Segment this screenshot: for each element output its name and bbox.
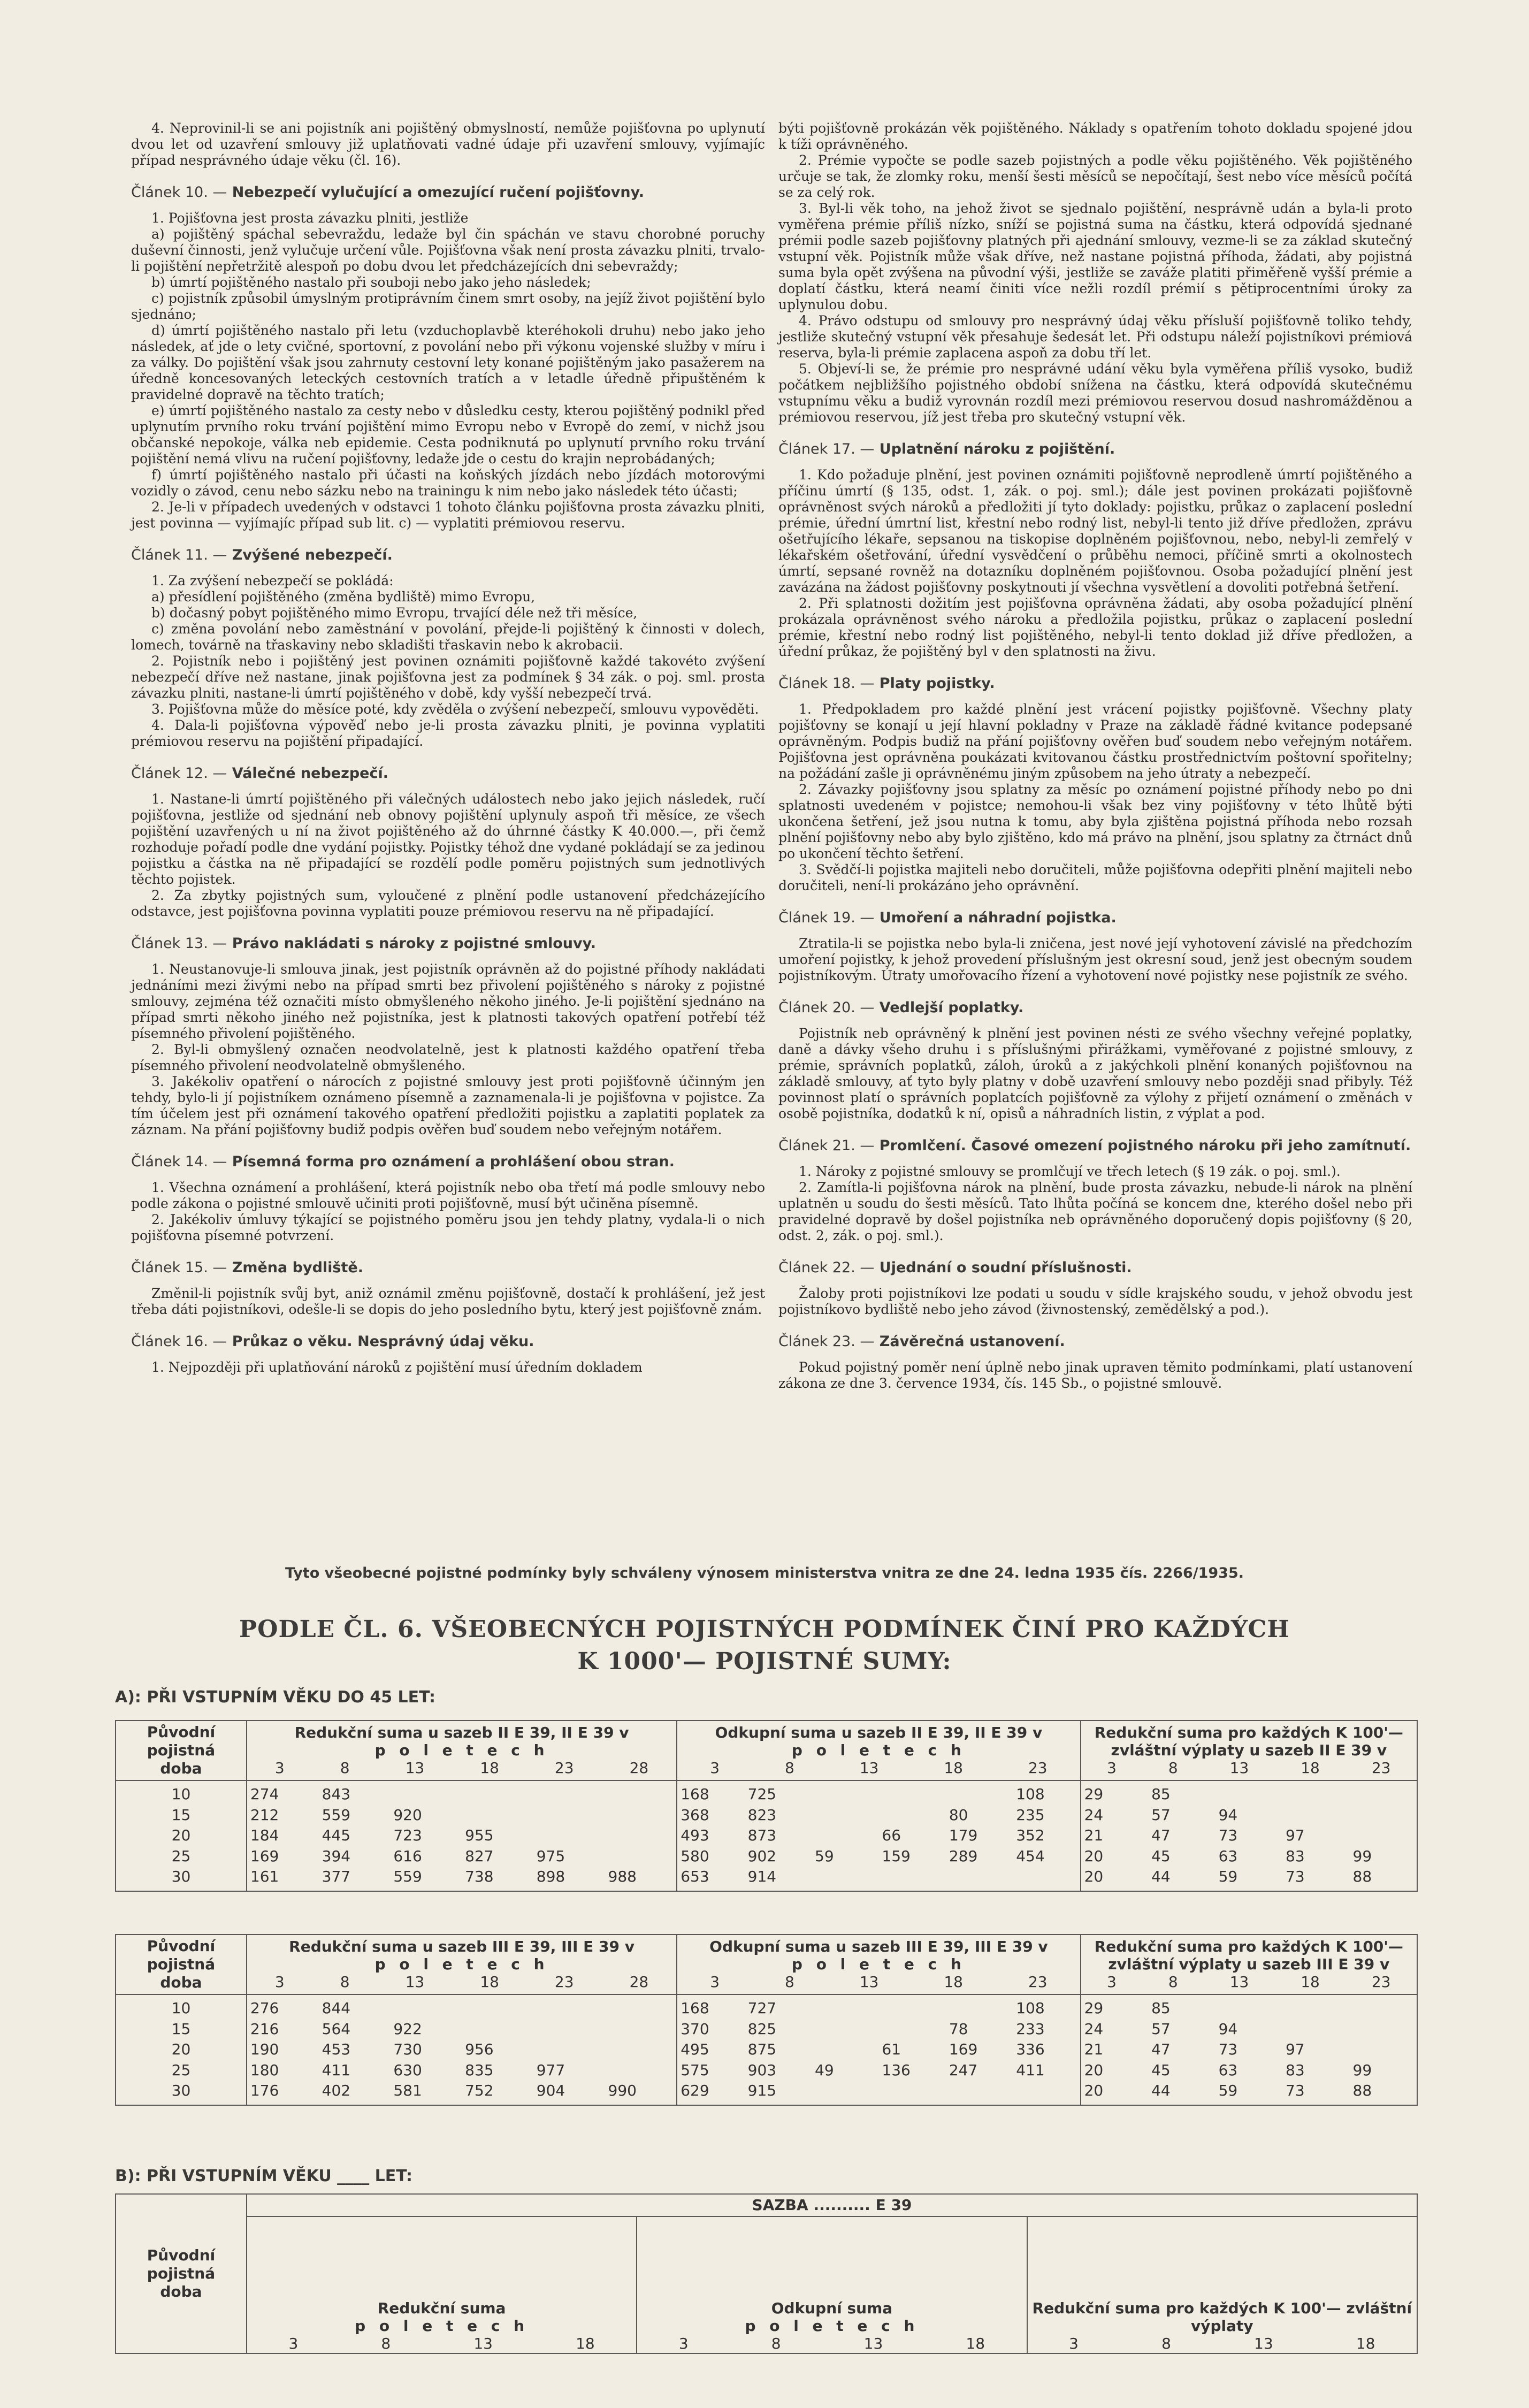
table-cell: 233 — [1016, 2020, 1045, 2038]
paragraph: c) pojistník způsobil úmyslným protiprávním činem smrt osoby, na jejíž život pojištění bylo sjednáno; — [131, 291, 765, 322]
table-cell: 73 — [1218, 2040, 1238, 2058]
table-cell: 176 — [250, 2082, 279, 2099]
special-payout-values — [1081, 1780, 1417, 1891]
table-cell: 63 — [1218, 1847, 1238, 1865]
table-cell: 80 — [949, 1806, 968, 1824]
table-title-line-1: PODLE ČL. 6. VŠEOBECNÝCH POJISTNÝCH PODMÍNEK ČINÍ PRO KAŽDÝCH — [239, 1616, 1290, 1643]
table-cell: 990 — [608, 2082, 637, 2099]
table-cell — [812, 1998, 878, 2019]
table-cell — [812, 2019, 878, 2040]
table-cell: 24 — [1084, 2020, 1104, 2038]
paragraph: Ztratila-li se pojistka nebo byla-li zničena, jest nové její vyhotovení závislé na předchozím umoření pojistky, k jehož provedení příslušným jest okresní soud, jenž jest obecným soudem pojistníkovým. Útraty umořovacího řízení a vyhotovení nové pojistky nese pojistník ze svého. — [778, 936, 1412, 983]
table-cell: 955 — [465, 1826, 494, 1844]
table-cell: 564 — [322, 2020, 351, 2038]
paragraph: 1. Kdo požaduje plnění, jest povinen oznámiti pojišťovně neprodleně úmrtí pojištěného a příčinu úmrtí (§ 135, odst. 1, zák. o poj. sml.); dále jest povinen prokázati pojišťovně oprávněnost svých nároků a předložiti jí tyto doklady: pojistku, průkaz o zaplacení poslední prémie, úřední úmrtní list, křestní nebo rodný list, nebyl-li tento již dříve předložen, zprávu ošetřujícího lékaře, sepsanou na tiskopise doplněném pojišťovnou, nebo, nebyl-li zemřelý v lékařském ošetřování, úřední vysvědčení o průběhu nemoci, příčině smrti a okolnostech úmrtí, sepsané rovněž na dotazníku doplněném pojišťovnou. Osoba požadující plnění jest zavázána na žádost pojišťovny poskytnouti jí všechna vysvětlení a dovoliti potřebná šetření. — [778, 467, 1412, 595]
table-cell: 216 — [250, 2020, 279, 2038]
paragraph: 2. Je-li v případech uvedených v odstavci 1 tohoto článku pojišťovna prosta závazku plniti, jest povinna — vyjímajíc případ sub lit. c) — vyplatiti prémiovou reservu. — [131, 499, 765, 531]
table-cell — [878, 1784, 945, 1805]
table-cell: 168 — [681, 1785, 709, 1803]
table-cell: 493 — [681, 1826, 709, 1844]
age-value: 10 — [171, 1999, 191, 2017]
table-cell: 169 — [949, 2040, 978, 2058]
table-cell: 580 — [681, 1847, 709, 1865]
table-cell: 57 — [1151, 2020, 1171, 2038]
paragraph: 3. Byl-li věk toho, na jehož život se sjednalo pojištění, nesprávně udán a byla-li proto vyměřena prémie příliš nízko, sníží se pojistná suma na částku, která odpovídá sjednané prémii podle sazeb pojišťovny platných při ajednání smlouvy, vezme-li se za základ skutečný vstupní věk. Pojistník může však dříve, než nastane pojistná příhoda, žádati, aby pojistná suma byla opět zvýšena na původní výši, jestliže se zaváže platiti přiměřeně vyšší prémie a doplatí částku, která neamí činiti více nežli rozdíl prémií s pětiprocentními úroky za uplynulou dobu. — [778, 201, 1412, 312]
table-cell: 59 — [1218, 1868, 1238, 1885]
paragraph: f) úmrtí pojištěného nastalo při účasti na koňských jízdách nebo jízdách motorovými vozidly o závod, cenu nebo sázku nebo na trainingu k nim nebo jako následek této účasti; — [131, 467, 765, 499]
article-title: Ujednání o soudní příslušnosti. — [879, 1259, 1132, 1276]
table-cell: 169 — [250, 1847, 279, 1865]
table-cell: 370 — [681, 2020, 709, 2038]
paragraph: e) úmrtí pojištěného nastalo za cesty nebo v důsledku cesty, kterou pojištěný podnikl před uplynutím prvního roku trvání pojištění mimo Evropu nebo v Evropě do zemí, v nichž jsou občanské nepokoje, válka neb epidemie. Cesta podniknutá po uplynutí prvního roku trvání pojištění nemá vlivu na ručení pojišťovny, ledaže jde o cestu do krajin neprobádaných; — [131, 403, 765, 467]
table-cell: 823 — [747, 1806, 777, 1824]
table-cell: 78 — [949, 2020, 968, 2038]
age-value: 20 — [171, 1826, 191, 1844]
table-cell: 738 — [465, 1868, 494, 1885]
paragraph: 1. Neustanovuje-li smlouva jinak, jest pojistník oprávněn až do pojistné příhody nakládati jednáními mezi živými nebo na případ smrti bez přivolení pojištěného s nároky z pojistné smlouvy, zejména též označiti místo obmyšleného někoho jiného. Je-li pojištění sjednáno na případ smrti někoho jiného než pojistníka, jest k platnosti takových opatření potřebí též písemného přivolení pojištěného. — [131, 961, 765, 1041]
table-cell: 59 — [815, 1847, 834, 1865]
article-title: Uplatnění nároku z pojištění. — [879, 441, 1115, 457]
paragraph: 1. Předpokladem pro každé plnění jest vrácení pojistky pojišťovně. Všechny platy pojišťovny se konají u její hlavní pokladny v Praze na základě řádné kvitance podepsané oprávněným. Podpis budiž na přání pojišťovny ověřen buď soudem nebo veřejným notářem. Pojišťovna jest oprávněna poukázati kvitovanou částku prostřednictvím poštovní spořitelny; na požádání zašle ji oprávněnému jiným způsobem na jeho útraty a nebezpečí. — [778, 701, 1412, 781]
table-cell: 411 — [1016, 2061, 1045, 2079]
table-cell — [812, 1784, 878, 1805]
surrender-header: Odkupní suma u sazeb III E 39, III E 39 v p o l e t e c h 3 8 13 18 23 — [677, 1935, 1080, 1994]
table-cell — [1350, 1998, 1417, 2019]
section-a-label: A): PŘI VSTUPNÍM VĚKU DO 45 LET: — [115, 1688, 435, 1707]
table-cell — [605, 2019, 677, 2040]
article-title: Válečné nebezpečí. — [232, 765, 388, 782]
table-cell: 21 — [1084, 2040, 1104, 2058]
article-title: Průkaz o věku. Nesprávný údaj věku. — [232, 1333, 534, 1350]
paragraph: a) přesídlení pojištěného (změna bydliště) mimo Evropu, — [151, 589, 536, 605]
special-payout-header: Redukční suma pro každých K 100'— zvláštní výplaty u sazeb II E 39 v 3 8 13 18 23 — [1081, 1721, 1417, 1780]
table-cell: 336 — [1016, 2040, 1045, 2058]
age-header: Původní pojistná doba — [116, 1935, 247, 1994]
table-cell: 873 — [747, 1826, 777, 1844]
paragraph: 2. Závazky pojišťovny jsou splatny za měsíc po oznámení pojistné příhody nebo po dni splatnosti uvedeném v pojistce; nemohou-li však bez viny pojišťovny v této lhůtě býti ukončena šetření, jež jsou nutna k tomu, aby byla zjištěna pojistná příhoda nebo rozsah plnění pojišťovny nebo aby bylo zjištěno, kdo má právo na plnění, jsou splatny za čtrnáct dnů po ukončení těchto šetření. — [778, 782, 1412, 861]
table-cell: 844 — [322, 1999, 351, 2017]
article-title: Právo nakládati s nároky z pojistné smlouvy. — [232, 935, 596, 952]
table-cell: 629 — [681, 2082, 709, 2099]
article-number: Článek 12. — — [131, 765, 227, 782]
table-cell: 212 — [250, 1806, 279, 1824]
table-cell: 752 — [465, 2082, 494, 2099]
special-payout-header: Redukční suma pro každých K 100'— zvláštní výplaty u sazeb III E 39 v 3 8 13 18 23 — [1081, 1935, 1417, 1994]
article-title: Platy pojistky. — [879, 675, 995, 692]
table-cell: 725 — [747, 1785, 777, 1803]
table-cell: 88 — [1352, 2082, 1372, 2099]
paragraph: 3. Pojišťovna může do měsíce poté, kdy zvěděla o zvýšení nebezpečí, smlouvu vypověděti. — [151, 701, 759, 717]
table-cell: 49 — [815, 2061, 834, 2079]
table-cell — [605, 2039, 677, 2060]
paragraph: 2. Prémie vypočte se podle sazeb pojistných a podle věku pojištěného. Věk pojištěného určuje se tak, že zlomky roku, menší šesti měsíců se nepočítají, šest nebo více měsíců počítá se za celý rok. — [778, 152, 1412, 200]
article-number: Článek 21. — — [778, 1137, 875, 1154]
table-cell — [1350, 1825, 1417, 1846]
table-cell: 827 — [465, 1847, 494, 1865]
table-cell: 956 — [465, 2040, 494, 2058]
paragraph: 5. Objeví-li se, že prémie pro nesprávné udání věku byla vyměřena příliš vysoko, budiž počátkem nejbližšího pojistného období snížena na částku, která odpovídá skutečnému vstupnímu věku a budiž vyrovnán rozdíl mezi prémiovou reservou dosud nashromážděnou a prémiovou reservou, jíž jest třeba pro skutečný vstupní věk. — [778, 361, 1412, 425]
reduction-values — [247, 1780, 677, 1891]
table-cell — [1350, 2019, 1417, 2040]
rate-header: SAZBA .......... E 39 — [247, 2194, 1417, 2216]
left-text-column — [131, 120, 765, 1375]
special-payout-header: Redukční suma pro každých K 100'— zvláštní výplaty 3 8 13 18 — [1027, 2216, 1417, 2353]
table-cell — [533, 1825, 605, 1846]
table-cell: 85 — [1151, 1999, 1171, 2017]
table-cell: 495 — [681, 2040, 709, 2058]
table-cell: 988 — [608, 1868, 637, 1885]
age-value: 25 — [171, 2061, 191, 2079]
table-cell — [390, 1784, 462, 1805]
table-cell: 377 — [322, 1868, 351, 1885]
surrender-values — [677, 1994, 1080, 2105]
surrender-header: Odkupní suma p o l e t e c h 3 8 13 18 — [637, 2216, 1027, 2353]
approval-note: Tyto všeobecné pojistné podmínky byly schváleny výnosem ministerstva vnitra ze dne 24. ledna 1935 čís. 2266/1935. — [285, 1565, 1244, 1581]
reduction-header: Redukční suma u sazeb II E 39, II E 39 v p o l e t e c h 3 8 13 18 23 28 — [247, 1721, 677, 1780]
article-number: Článek 22. — — [778, 1259, 875, 1276]
article-number: Článek 18. — — [778, 675, 875, 692]
table-cell: 24 — [1084, 1806, 1104, 1824]
paragraph: 2. Zamítla-li pojišťovna nárok na plnění, bude prosta závazku, nebude-li nárok na plnění uplatněn u soudu do šesti měsíců. Tato lhůta počíná se koncem dne, kterého došel nebo při pravidelné dopravě by došel pojistníka neb oprávněného doporučený dopis pojišťovny (§ 20, odst. 2, zák. o poj. sml.). — [778, 1180, 1412, 1243]
article-heading — [131, 765, 765, 783]
table-cell: 394 — [322, 1847, 351, 1865]
table-cell: 898 — [536, 1868, 565, 1885]
age-column — [116, 1994, 247, 2105]
table-cell: 179 — [949, 1826, 978, 1844]
table-cell: 99 — [1352, 1847, 1372, 1865]
year-headers: 3 8 13 18 — [288, 2335, 595, 2352]
table-cell: 108 — [1016, 1785, 1045, 1803]
paragraph: c) změna povolání nebo zaměstnání v povolání, přejde-li pojištěný k činnosti v dolech, lomech, továrně na třaskaviny nebo skladišti třaskavin nebo k akrobacii. — [131, 621, 765, 653]
paragraph: 1. Nároky z pojistné smlouvy se promlčují ve třech letech (§ 19 zák. o poj. sml.). — [799, 1164, 1341, 1179]
table-cell — [533, 1784, 605, 1805]
table-cell: 73 — [1286, 2082, 1305, 2099]
table-cell: 247 — [949, 2061, 978, 2079]
reduction-header: Redukční suma u sazeb III E 39, III E 39 v p o l e t e c h 3 8 13 18 23 28 — [247, 1935, 677, 1994]
section-b-label: B): PŘI VSTUPNÍM VĚKU ____ LET: — [115, 2167, 413, 2185]
table-cell: 20 — [1084, 1868, 1104, 1885]
table-cell: 44 — [1151, 2082, 1171, 2099]
right-text-column — [778, 120, 1412, 1392]
article-number: Článek 23. — — [778, 1333, 875, 1350]
age-value: 25 — [171, 1847, 191, 1865]
paragraph: 2. Za zbytky pojistných sum, vyloučené z plnění podle ustanovení předcházejícího odstavce, jest pojišťovna povinna vyplatiti pouze prémiovou reservu na ně připadající. — [131, 888, 765, 919]
article-number: Článek 13. — — [131, 935, 227, 952]
table-cell: 45 — [1151, 2061, 1171, 2079]
article-title: Písemná forma pro oznámení a prohlášení obou stran. — [232, 1153, 675, 1170]
table-cell: 368 — [681, 1806, 709, 1824]
article-heading — [131, 1259, 765, 1277]
table-cell: 915 — [747, 2082, 777, 2099]
article-number: Článek 11. — — [131, 547, 227, 563]
table-cell: 83 — [1286, 1847, 1305, 1865]
article-heading — [131, 1333, 765, 1351]
table-cell — [1282, 2019, 1349, 2040]
age-value: 20 — [171, 2040, 191, 2058]
reduction-header: Redukční suma p o l e t e c h 3 8 13 18 — [247, 2216, 637, 2353]
table-cell: 85 — [1151, 1785, 1171, 1803]
table-cell: 411 — [322, 2061, 351, 2079]
table-a-series-iii — [115, 1934, 1418, 2106]
table-cell — [605, 2060, 677, 2081]
table-cell — [533, 2039, 605, 2060]
table-cell: 274 — [250, 1785, 279, 1803]
table-cell — [462, 1805, 533, 1826]
table-cell: 616 — [393, 1847, 422, 1865]
table-cell: 190 — [250, 2040, 279, 2058]
table-cell: 352 — [1016, 1826, 1045, 1844]
table-cell — [1350, 1805, 1417, 1826]
article-number: Článek 20. — — [778, 999, 875, 1016]
age-value: 30 — [171, 2082, 191, 2099]
table-cell: 94 — [1218, 1806, 1238, 1824]
paragraph: Pojistník neb oprávněný k plnění jest povinen nésti ze svého všechny veřejné poplatky, daně a dávky všeho druhu i s příslušnými přirážkami, vyměřované z pojistné smlouvy, z prémie, správních poplatků, záloh, úroků a z jakýchkoli plnění konaných pojišťovnou na základě smlouvy, ať tyto byly platny v době uzavření smlouvy nebo později snad přibyly. Též povinnost platí o správních poplatcích pojišťovně za výlohy z přijetí oznámení o změnách v osobě pojistníka, dodatků k ní, opisů a náhradních listin, z výplat a pod. — [778, 1026, 1412, 1121]
table-cell: 559 — [393, 1868, 422, 1885]
table-cell — [878, 1805, 945, 1826]
article-title: Promlčení. Časové omezení pojistného nároku při jeho zamítnutí. — [879, 1137, 1411, 1154]
age-header: Původní pojistná doba — [116, 2194, 247, 2353]
table-cell: 63 — [1218, 2061, 1238, 2079]
age-column — [116, 1780, 247, 1891]
year-headers: 3 8 13 18 23 — [1107, 1973, 1391, 1991]
paragraph: 4. Dala-li pojišťovna výpověď nebo je-li prosta závazku plniti, je povinna vyplatiti prémiovou reservu na pojištění připadající. — [131, 717, 765, 749]
paragraph: 4. Neprovinil-li se ani pojistník ani pojištěný obmyslností, nemůže pojišťovna po uplynutí dvou let od uzavření smlouvy již uplatňovati vadné údaje při uzavření smlouvy, vyjímajíc případ nesprávného údaje věku (čl. 16). — [131, 120, 765, 168]
article-heading — [778, 1333, 1412, 1351]
paragraph: 3. Svědčí-li pojistka majiteli nebo doručiteli, může pojišťovna odepřiti plnění majiteli nebo doručiteli, není-li prokázáno jeho oprávnění. — [778, 862, 1412, 893]
table-cell: 977 — [536, 2061, 565, 2079]
table-cell: 653 — [681, 1868, 709, 1885]
table-cell: 903 — [747, 2061, 777, 2079]
article-heading — [131, 546, 765, 564]
table-cell: 57 — [1151, 1806, 1171, 1824]
table-cell — [878, 2019, 945, 2040]
article-title: Vedlejší poplatky. — [879, 999, 1024, 1016]
table-cell: 975 — [536, 1847, 565, 1865]
paragraph: b) úmrtí pojištěného nastalo při souboji nebo jako jeho následek; — [151, 274, 591, 290]
reduction-values — [247, 1994, 677, 2105]
article-heading — [131, 184, 765, 202]
table-cell — [1282, 1998, 1349, 2019]
article-heading — [131, 1153, 765, 1171]
table-cell — [946, 1784, 1013, 1805]
article-title: Umoření a náhradní pojistka. — [879, 909, 1117, 926]
paragraph: a) pojištěný spáchal sebevraždu, ledaže byl čin spáchán ve stavu chorobné poruchy duševní činnosti, jenž vylučuje určení vůle. Pojišťovna však není prosta závazku plniti, trvalo-li pojištění nepřetržitě alespoň po dobu dvou let předcházejících dni sebevraždy; — [131, 226, 765, 274]
year-headers: 3 8 13 18 23 28 — [274, 1759, 649, 1777]
age-value: 15 — [171, 2020, 191, 2038]
article-heading — [778, 440, 1412, 458]
table-cell — [1282, 1805, 1349, 1826]
table-cell — [533, 2019, 605, 2040]
paragraph: d) úmrtí pojištěného nastalo při letu (vzduchoplavbě kteréhokoli druhu) nebo jako jeho následek, ať jde o lety cvičné, sportovní, z povolání nebo při výkonu vojenské služby v míru i za války. Do pojištění však jsou zahrnuty cestovní lety konané pojištěným jako pasažerem na úředně koncesovaných leteckých cestovních tratích a v letadle úředně připuštěném k pravidelné dopravě na těchto tratích; — [131, 323, 765, 402]
paragraph: 1. Všechna oznámení a prohlášení, která pojistník nebo oba třetí má podle smlouvy nebo podle zákona o pojistné smlouvě učiniti proti pojišťovně, musí být učiněna písemně. — [131, 1180, 765, 1211]
article-heading — [778, 1259, 1412, 1277]
article-heading — [778, 999, 1412, 1017]
table-cell: 902 — [747, 1847, 777, 1865]
table-cell: 99 — [1352, 2061, 1372, 2079]
paragraph: 2. Byl-li obmyšlený označen neodvolatelně, jest k platnosti každého opatření třeba písemného přivolení neodvolatelně obmyšleného. — [131, 1042, 765, 1073]
table-cell: 914 — [747, 1868, 777, 1885]
table-cell: 559 — [322, 1806, 351, 1824]
table-cell: 402 — [322, 2082, 351, 2099]
table-cell: 29 — [1084, 1999, 1104, 2017]
table-cell: 825 — [747, 2020, 777, 2038]
table-cell: 727 — [747, 1999, 777, 2017]
table-cell: 47 — [1151, 1826, 1171, 1844]
table-cell — [533, 1998, 605, 2019]
age-value: 15 — [171, 1806, 191, 1824]
table-cell: 136 — [882, 2061, 911, 2079]
table-a-series-ii — [115, 1720, 1418, 1892]
table-cell: 108 — [1016, 1999, 1045, 2017]
table-cell — [946, 1998, 1013, 2019]
table-cell: 20 — [1084, 2082, 1104, 2099]
table-cell: 73 — [1218, 1826, 1238, 1844]
table-cell: 730 — [393, 2040, 422, 2058]
article-number: Článek 14. — — [131, 1153, 227, 1170]
table-cell: 20 — [1084, 1847, 1104, 1865]
table-b-blank — [115, 2193, 1418, 2354]
table-cell — [812, 1825, 878, 1846]
table-cell — [1215, 1784, 1282, 1805]
table-cell: 168 — [681, 1999, 709, 2017]
table-cell: 581 — [393, 2082, 422, 2099]
table-cell — [1282, 1784, 1349, 1805]
paragraph: b) dočasný pobyt pojištěného mimo Evropu, trvající déle než tři měsíce, — [151, 605, 638, 621]
article-number: Článek 17. — — [778, 441, 875, 457]
article-number: Článek 15. — — [131, 1259, 227, 1276]
table-cell: 66 — [882, 1826, 901, 1844]
table-cell: 29 — [1084, 1785, 1104, 1803]
article-heading — [778, 675, 1412, 693]
table-cell: 289 — [949, 1847, 978, 1865]
paragraph: Pokud pojistný poměr není úplně nebo jinak upraven těmito podmínkami, platí ustanovení zákona ze dne 3. července 1934, čís. 145 Sb., o pojistné smlouvě. — [778, 1359, 1412, 1391]
table-cell: 875 — [747, 2040, 777, 2058]
paragraph: 1. Nejpozději při uplatňování nároků z pojištění musí úředním dokladem — [151, 1359, 643, 1375]
article-title: Zvýšené nebezpečí. — [232, 547, 393, 563]
table-cell — [812, 2039, 878, 2060]
table-cell: 44 — [1151, 1868, 1171, 1885]
paragraph: 4. Právo odstupu od smlouvy pro nesprávný údaj věku přísluší pojišťovně toliko tehdy, jestliže skutečný vstupní věk přesahuje šedesát let. Při odstupu náleží pojistníkovi prémiová reserva, byla-li prémie zaplacena aspoň za dobu tří let. — [778, 313, 1412, 361]
age-header: Původní pojistná doba — [116, 1721, 247, 1780]
paragraph: býti pojišťovně prokázán věk pojištěného. Náklady s opatřením tohoto dokladu spojené jdou k tíži oprávněného. — [778, 120, 1412, 152]
table-cell: 159 — [882, 1847, 911, 1865]
article-number: Článek 19. — — [778, 909, 875, 926]
table-cell: 83 — [1286, 2061, 1305, 2079]
table-cell — [605, 1825, 677, 1846]
paragraph: 2. Jakékoliv úmluvy týkající se pojistného poměru jsou jen tehdy platny, vydala-li o nich pojišťovna písemné potvrzení. — [131, 1212, 765, 1243]
year-headers: 3 8 13 18 23 — [710, 1973, 1048, 1991]
table-cell: 723 — [393, 1826, 422, 1844]
table-cell: 59 — [1218, 2082, 1238, 2099]
year-headers: 3 8 13 18 — [678, 2335, 985, 2352]
table-cell: 94 — [1218, 2020, 1238, 2038]
article-heading — [778, 909, 1412, 927]
article-number: Článek 16. — — [131, 1333, 227, 1350]
table-cell — [605, 1784, 677, 1805]
table-cell: 920 — [393, 1806, 422, 1824]
table-cell — [1350, 2039, 1417, 2060]
table-cell — [605, 1998, 677, 2019]
table-cell: 180 — [250, 2061, 279, 2079]
table-cell: 161 — [250, 1868, 279, 1885]
table-cell: 21 — [1084, 1826, 1104, 1844]
table-cell: 453 — [322, 2040, 351, 2058]
table-cell: 276 — [250, 1999, 279, 2017]
year-headers: 3 8 13 18 23 — [710, 1759, 1048, 1777]
year-headers: 3 8 13 18 23 28 — [274, 1973, 649, 1991]
article-title: Nebezpečí vylučující a omezující ručení pojišťovny. — [232, 184, 644, 201]
paragraph: 1. Pojišťovna jest prosta závazku plniti, jestliže — [151, 210, 469, 226]
table-cell — [1350, 1784, 1417, 1805]
table-cell: 73 — [1286, 1868, 1305, 1885]
year-headers: 3 8 13 18 — [1069, 2335, 1375, 2352]
paragraph: 1. Za zvýšení nebezpečí se pokládá: — [151, 573, 394, 588]
table-title-line-2: K 1000'— POJISTNÉ SUMY: — [577, 1648, 952, 1675]
table-cell — [462, 2019, 533, 2040]
table-cell: 47 — [1151, 2040, 1171, 2058]
table-cell: 88 — [1352, 1868, 1372, 1885]
article-heading — [131, 935, 765, 953]
table-cell: 61 — [882, 2040, 901, 2058]
article-number: Článek 10. — — [131, 184, 227, 201]
table-cell: 235 — [1016, 1806, 1045, 1824]
table-cell: 835 — [465, 2061, 494, 2079]
table-cell — [462, 1998, 533, 2019]
table-cell — [605, 1846, 677, 1867]
paragraph: 3. Jakékoliv opatření o nárocích z pojistné smlouvy jest proti pojišťovně účinným jen tehdy, bylo-li jí pojistníkem oznámeno písemně a zaznamenala-li je pojišťovna v pojistce. Za tím účelem jest při oznámení takového opatření předložiti pojistku a zaplatiti poplatek za záznam. Na přání pojišťovny budiž podpis ověřen buď soudem nebo veřejným notářem. — [131, 1074, 765, 1137]
table-cell — [605, 1805, 677, 1826]
table-cell — [533, 1805, 605, 1826]
paragraph: Změnil-li pojistník svůj byt, aniž oznámil změnu pojišťovně, dostačí k prohlášení, jež jest třeba dáti pojistníkovi, odešle-li se dopis do jeho posledního bytu, který jest pojišťovně znám. — [131, 1286, 765, 1317]
table-cell — [1215, 1998, 1282, 2019]
table-cell — [812, 1805, 878, 1826]
table-cell: 97 — [1286, 2040, 1305, 2058]
paragraph: 1. Nastane-li úmrtí pojištěného při válečných událostech nebo jako jejich následek, ručí pojišťovna, jestliže od sjednání neb obnovy pojištění uplynuly aspoň tři měsíce, ze všech pojištění uzavřených u ní na život pojištěného až do úhrnné částky K 40.000.—, při čemž rozhoduje pořadí podle dne vydání pojistky. Pojistky téhož dne vydané pokládají se za jedinou pojistku a částka na ně připadající se rozdělí podle poměru pojistných sum jednotlivých těchto pojistek. — [131, 791, 765, 887]
table-cell: 904 — [536, 2082, 565, 2099]
age-value: 10 — [171, 1785, 191, 1803]
table-cell: 630 — [393, 2061, 422, 2079]
table-cell: 45 — [1151, 1847, 1171, 1865]
table-cell: 184 — [250, 1826, 279, 1844]
year-headers: 3 8 13 18 23 — [1107, 1759, 1391, 1777]
special-payout-values — [1081, 1994, 1417, 2105]
table-cell: 843 — [322, 1785, 351, 1803]
article-title: Závěrečná ustanovení. — [879, 1333, 1065, 1350]
paragraph: Žaloby proti pojistníkovi lze podati u soudu v sídle krajského soudu, v jehož obvodu jest pojistníkovo bydliště nebo jeho závod (živnostenský, zemědělský a pod.). — [778, 1286, 1412, 1317]
paragraph: 2. Pojistník nebo i pojištěný jest povinen oznámiti pojišťovně každé takovéto zvýšení nebezpečí dříve než nastane, jinak pojišťovna jest za podmínek § 34 zák. o poj. sml. prosta závazku plniti, nastane-li úmrtí pojištěného v době, kdy vyšší nebezpečí trvá. — [131, 653, 765, 701]
table-cell — [390, 1998, 462, 2019]
table-cell: 97 — [1286, 1826, 1305, 1844]
table-cell: 922 — [393, 2020, 422, 2038]
table-cell: 20 — [1084, 2061, 1104, 2079]
table-cell: 454 — [1016, 1847, 1045, 1865]
table-cell — [462, 1784, 533, 1805]
surrender-values — [677, 1780, 1080, 1891]
surrender-header: Odkupní suma u sazeb II E 39, II E 39 v p o l e t e c h 3 8 13 18 23 — [677, 1721, 1080, 1780]
table-cell — [878, 1998, 945, 2019]
age-value: 30 — [171, 1868, 191, 1885]
article-title: Změna bydliště. — [232, 1259, 363, 1276]
paragraph: 2. Při splatnosti dožitím jest pojišťovna oprávněna žádati, aby osoba požadující plnění prokázala oprávněnost svého nároku a předložila pojistku, průkaz o zaplacení poslední prémie, křestní nebo rodný list pojištěného, nebyl-li tento doklad již dříve předložen, a úřední průkaz, že pojištěný byl v den splatnosti na živu. — [778, 595, 1412, 659]
table-cell: 445 — [322, 1826, 351, 1844]
table-cell: 575 — [681, 2061, 709, 2079]
article-heading — [778, 1137, 1412, 1155]
